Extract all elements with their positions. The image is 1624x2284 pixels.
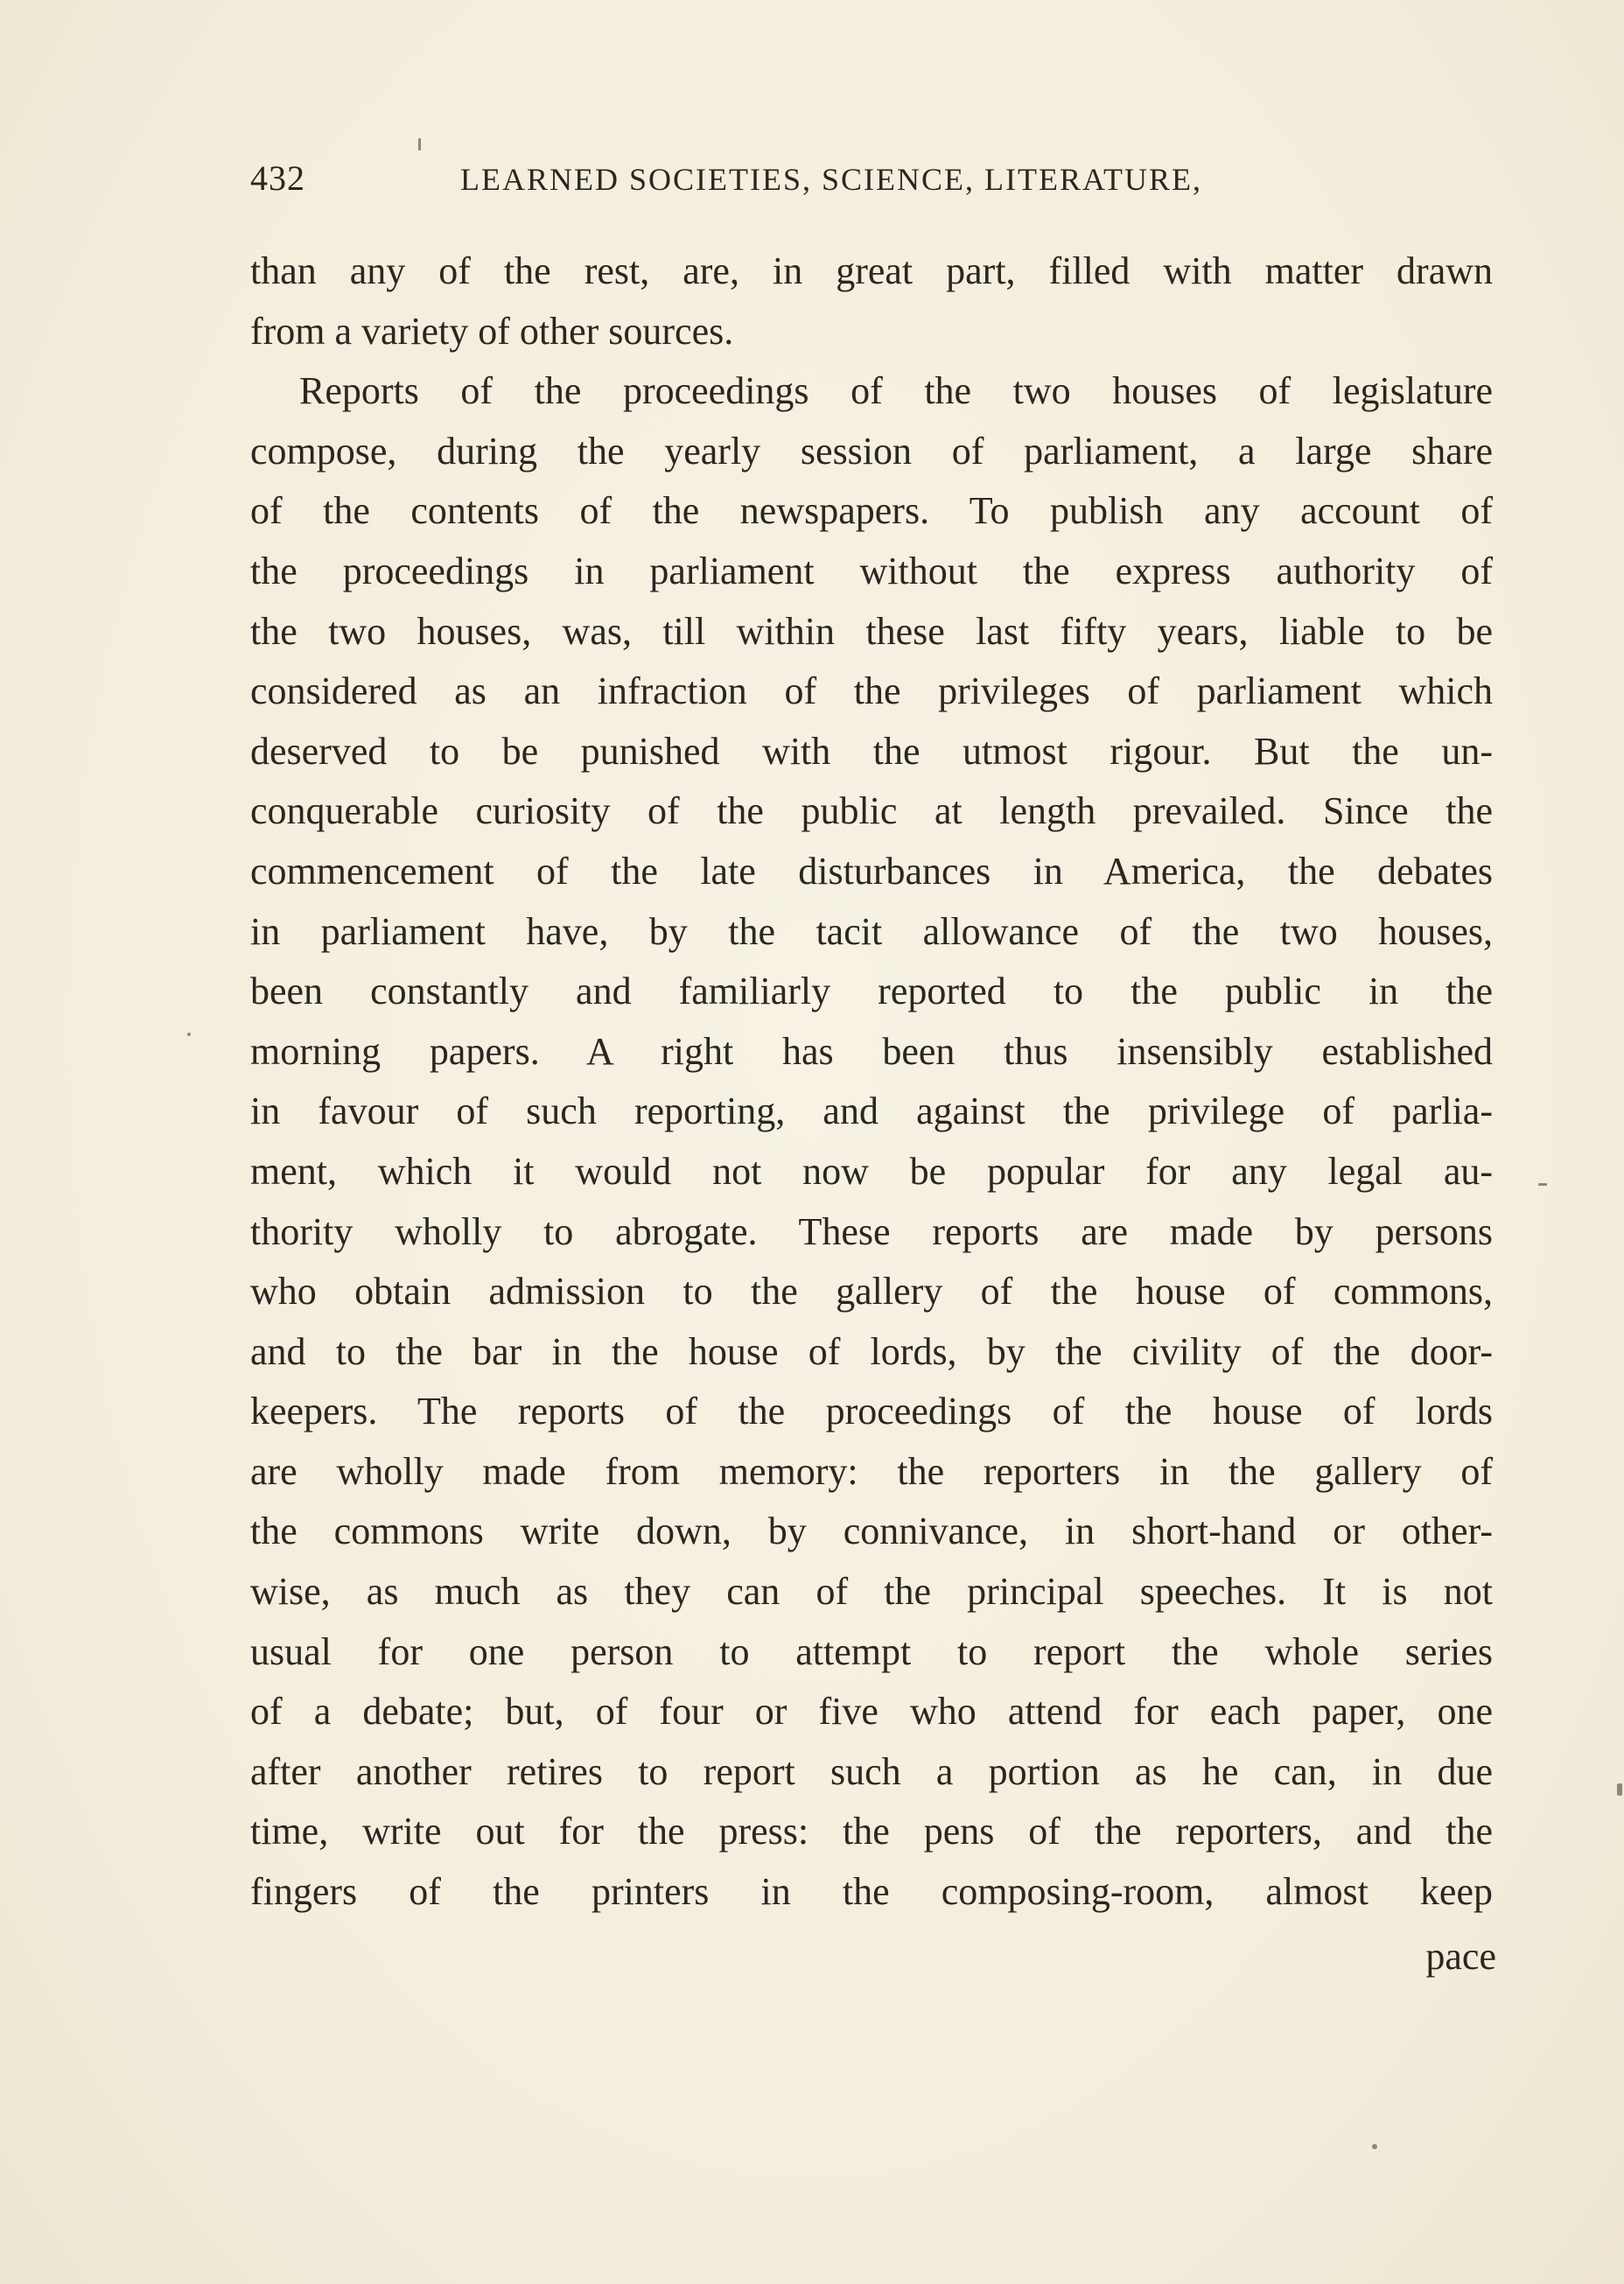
text-line: who obtain admission to the gallery of the house of commons, xyxy=(250,1270,1493,1314)
text-line: deserved to be punished with the utmost rigour. But the un- xyxy=(250,729,1493,773)
text-line: the commons write down, by connivance, in short-hand or other- xyxy=(250,1510,1493,1553)
ink-speck xyxy=(1372,2144,1377,2149)
text-line: in parliament have, by the tacit allowance of the two houses, xyxy=(250,909,1493,953)
text-line: considered as an infraction of the privileges of parliament which xyxy=(250,669,1493,713)
text-line: the proceedings in parliament without the express authority of xyxy=(250,549,1493,592)
ink-speck xyxy=(418,138,421,151)
text-line: of the contents of the newspapers. To publish any account of xyxy=(250,489,1493,533)
text-line: commencement of the late disturbances in America, the debates xyxy=(250,849,1493,893)
page-number: 432 xyxy=(250,158,305,198)
text-line: keepers. The reports of the proceedings of the house of lords xyxy=(250,1390,1493,1433)
ink-speck xyxy=(1617,1783,1622,1796)
text-line: wise, as much as they can of the principal speeches. It is not xyxy=(250,1570,1493,1614)
text-line: after another retires to report such a portion as he can, in due xyxy=(250,1749,1493,1793)
text-line: morning papers. A right has been thus insensibly established xyxy=(250,1029,1493,1073)
text-line: and to the bar in the house of lords, by the civility of the door- xyxy=(250,1329,1493,1373)
text-line: ment, which it would not now be popular for any legal au- xyxy=(250,1149,1493,1193)
running-head xyxy=(250,158,1300,210)
text-line: from a variety of other sources. xyxy=(250,309,734,353)
text-line: of a debate; but, of four or five who attend for each paper, one xyxy=(250,1690,1493,1734)
text-line: compose, during the yearly session of parliament, a large share xyxy=(250,429,1493,473)
text-line: Reports of the proceedings of the two houses of legislature xyxy=(299,369,1493,413)
text-line: thority wholly to abrogate. These reports are made by persons xyxy=(250,1209,1493,1253)
ink-speck xyxy=(1538,1183,1547,1186)
text-line: the two houses, was, till within these last fifty years, liable to be xyxy=(250,609,1493,653)
ink-speck xyxy=(187,1033,191,1036)
text-line: than any of the rest, are, in great part, filled with matter drawn xyxy=(250,249,1493,292)
text-line: fingers of the printers in the composing-room, almost keep xyxy=(250,1870,1493,1914)
text-line: conquerable curiosity of the public at length prevailed. Since the xyxy=(250,789,1493,833)
text-line: been constantly and familiarly reported to the public in the xyxy=(250,970,1493,1013)
running-title: LEARNED SOCIETIES, SCIENCE, LITERATURE, xyxy=(460,162,1202,197)
text-line: usual for one person to attempt to report the whole series xyxy=(250,1629,1493,1673)
text-line: in favour of such reporting, and against the privilege of parlia- xyxy=(250,1089,1493,1133)
body-text xyxy=(250,242,1493,1923)
text-line: are wholly made from memory: the reporters in the gallery of xyxy=(250,1449,1493,1493)
text-line: time, write out for the press: the pens of the reporters, and the xyxy=(250,1810,1493,1853)
catchword: pace xyxy=(1425,1935,1496,1978)
